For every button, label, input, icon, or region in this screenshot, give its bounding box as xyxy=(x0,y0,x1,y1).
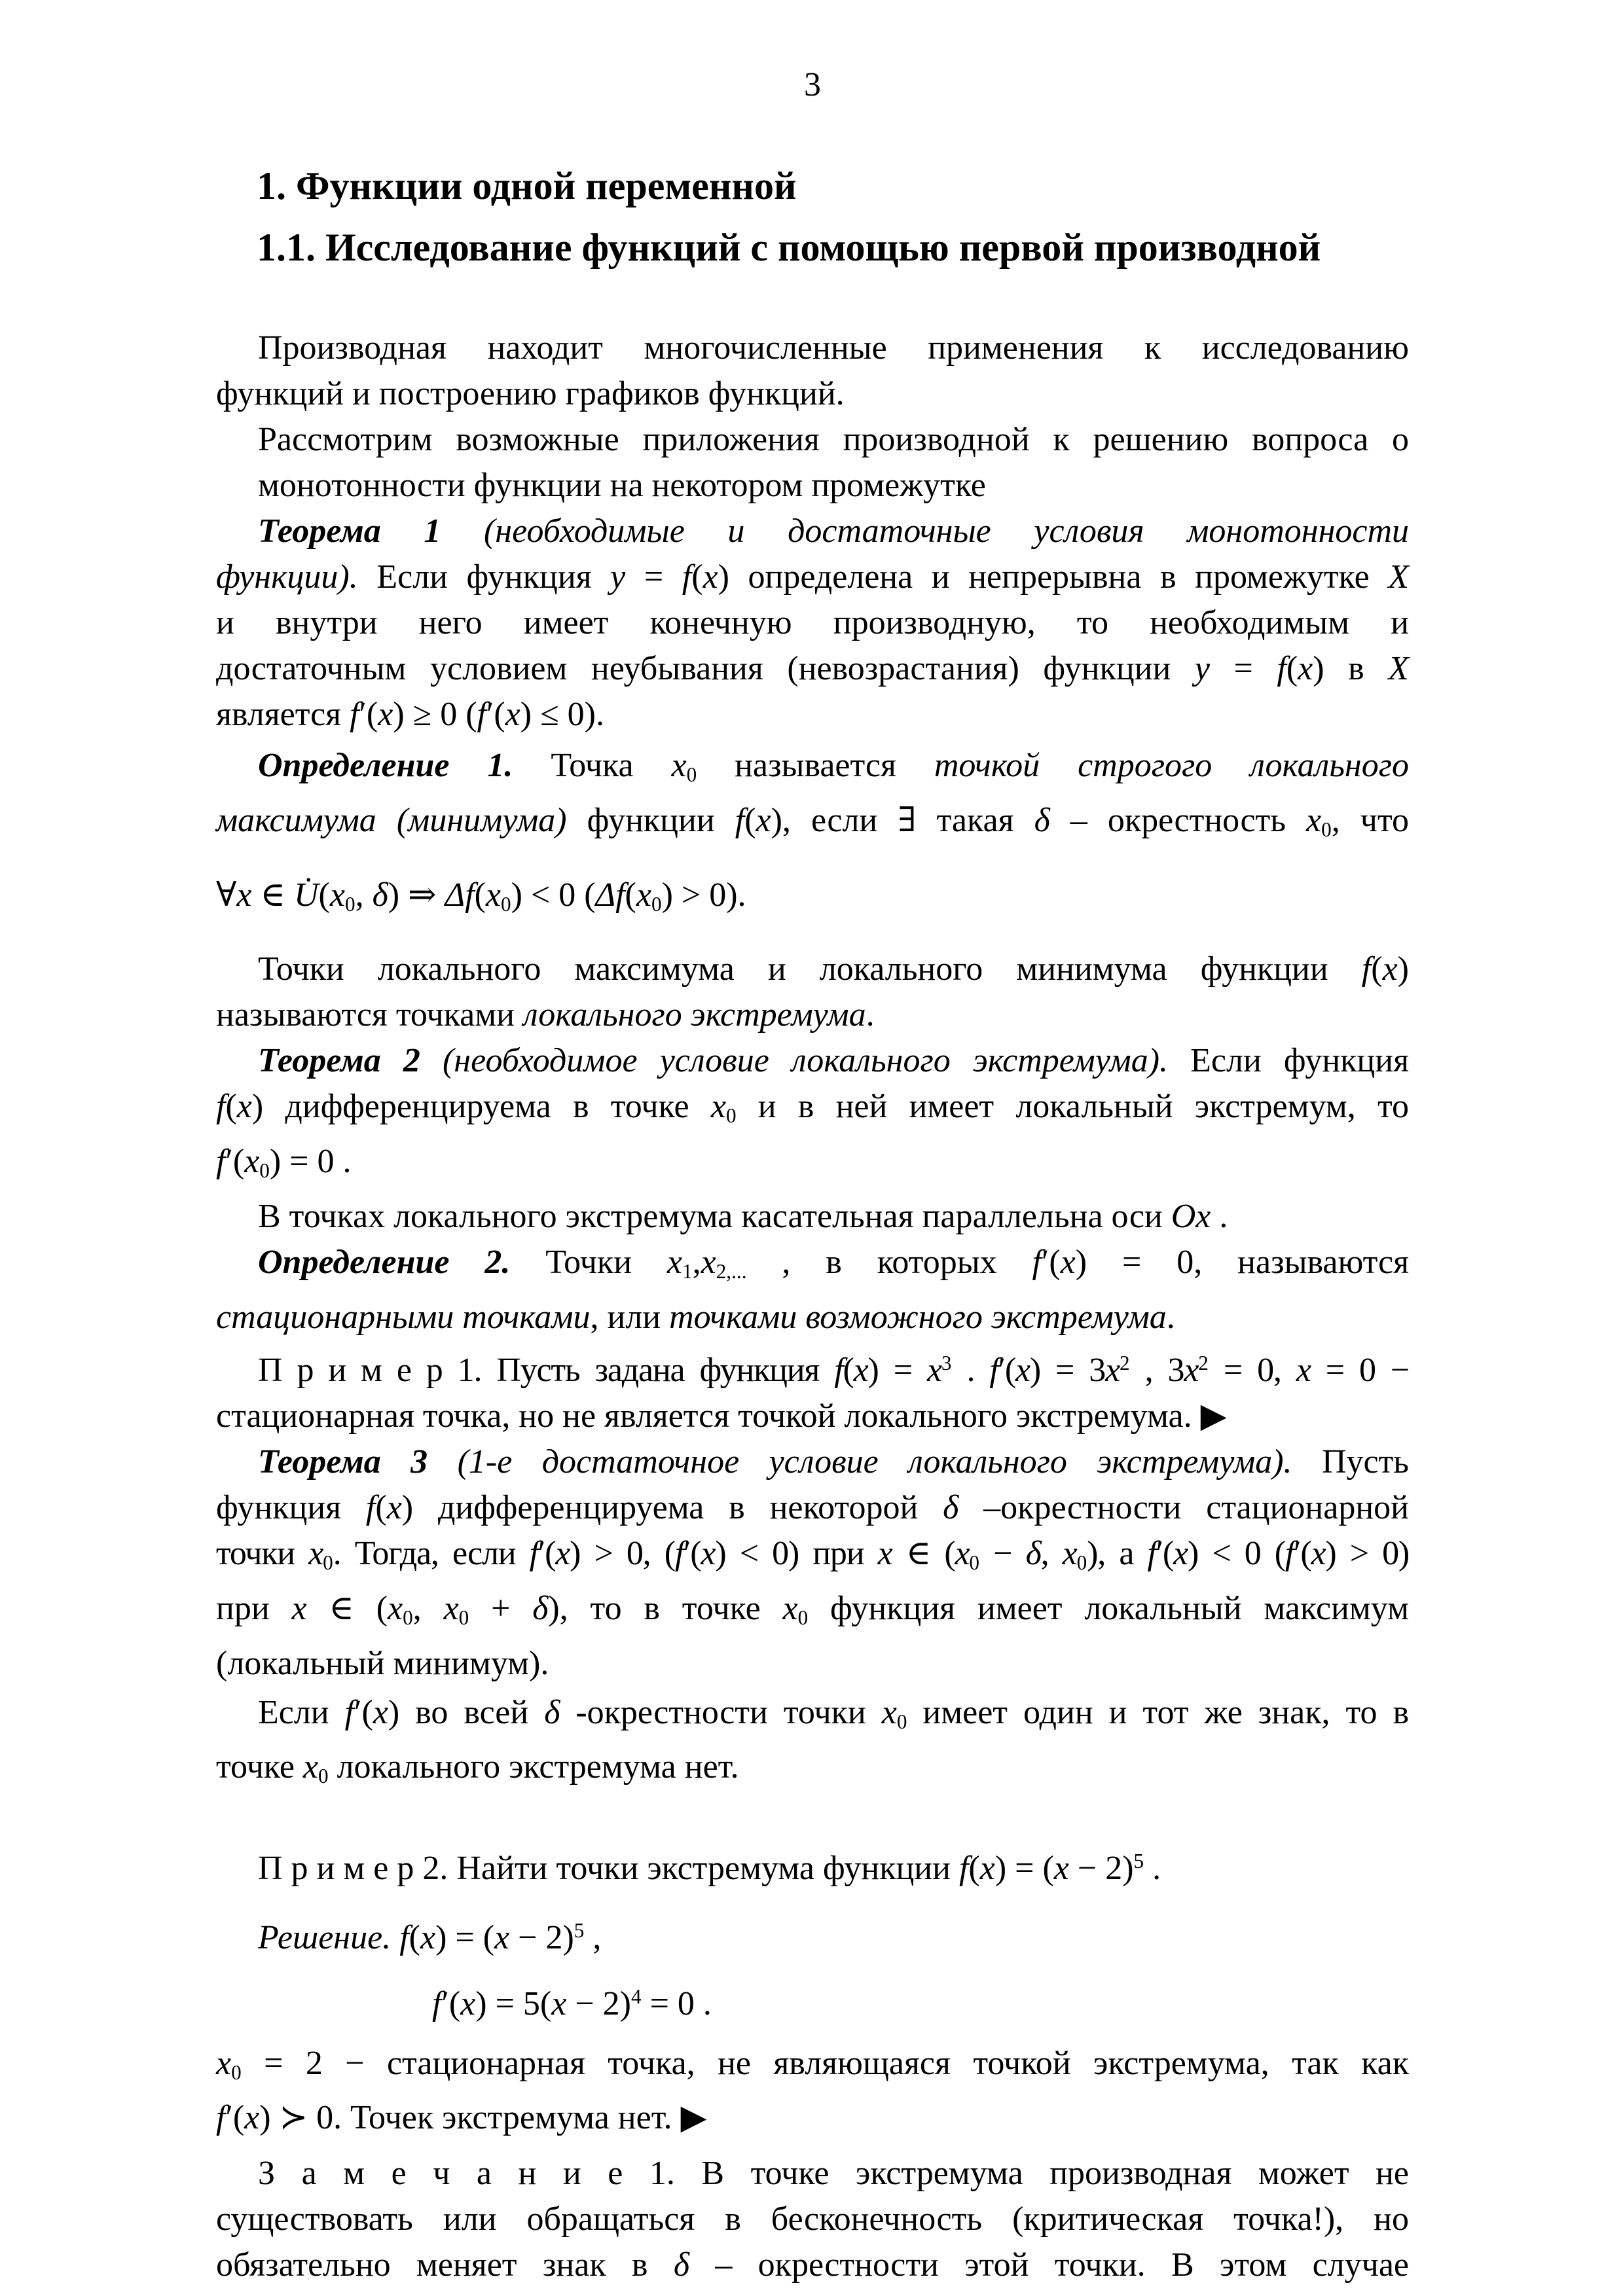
text-line xyxy=(216,554,1409,600)
text-run: ) = 0, называются xyxy=(1075,1243,1409,1281)
text-run: . xyxy=(951,1351,990,1389)
text-run: . xyxy=(1166,1298,1175,1336)
text-run: y xyxy=(1194,650,1210,687)
text-run: Если xyxy=(258,1693,345,1731)
text-run: 0 xyxy=(896,1710,907,1733)
text-run: ′( xyxy=(225,1143,245,1181)
text-run: ) = 3 xyxy=(1029,1351,1106,1389)
text-run: 0 xyxy=(969,1551,979,1574)
text-run: f xyxy=(1032,1243,1042,1281)
text-run: f xyxy=(216,1143,226,1181)
text-run: ′( xyxy=(1042,1243,1061,1281)
text-run: ) ≥ 0 ( xyxy=(393,696,477,733)
text-run: = xyxy=(1209,650,1277,687)
text-run: x xyxy=(485,876,501,914)
text-line xyxy=(216,1139,1409,1194)
text-run: ) ≻ 0. Точек экстремума нет. ▶ xyxy=(259,2099,707,2137)
page-number: 3 xyxy=(804,66,821,103)
text-run: = 0 . xyxy=(641,1985,712,2023)
text-run: f xyxy=(834,1351,843,1389)
text-run: 0 xyxy=(1321,817,1332,841)
text-run: x xyxy=(1311,1534,1326,1572)
text-run: точками возможного экстремума xyxy=(669,1298,1167,1336)
text-line xyxy=(216,1393,1409,1439)
text-run: ) = 5( xyxy=(475,1985,552,2023)
text-run: Производная находит многочисленные применения к исследованию xyxy=(258,329,1409,367)
text-run: x xyxy=(782,1589,798,1627)
text-run: x xyxy=(636,876,651,914)
text-run: Определение 2. xyxy=(258,1243,511,1281)
text-line xyxy=(216,417,1409,463)
text-run: Точки xyxy=(510,1243,667,1281)
text-line xyxy=(216,2242,1409,2288)
text-run: x xyxy=(236,876,252,914)
text-run: f xyxy=(1277,650,1286,687)
text-run: точкой строгого локального xyxy=(934,747,1409,784)
text-run: 2 xyxy=(1198,1351,1209,1374)
text-run: Рассмотрим возможные приложения производной к решению вопроса о xyxy=(258,421,1409,458)
text-run: ( xyxy=(375,1488,387,1526)
text-run: ( xyxy=(225,1088,237,1126)
text-run: ′( xyxy=(538,1534,556,1572)
text-run: , xyxy=(412,1589,444,1627)
text-run: 0 xyxy=(1076,1551,1087,1574)
text-run: f xyxy=(365,1488,376,1526)
text-run: З а м е ч а н и е 1. В точке экстремума производная может не xyxy=(258,2155,1409,2193)
text-run: x xyxy=(244,1143,260,1181)
text-run: 1 xyxy=(682,1259,693,1283)
text-run: 0 xyxy=(403,1605,413,1629)
text-run: = 0, xyxy=(1208,1351,1296,1389)
section-headings xyxy=(216,155,1409,278)
text-run: X xyxy=(1388,558,1410,596)
text-run: x xyxy=(756,801,771,839)
text-run: ) ⇒ xyxy=(388,876,445,914)
text-run: x xyxy=(701,1534,716,1572)
text-run: стационарная точка, но не является точкой локального экстремума. ▶ xyxy=(216,1397,1227,1435)
text-run: точки xyxy=(216,1534,309,1572)
text-run: ) во всей xyxy=(388,1693,545,1731)
text-run: − xyxy=(979,1534,1026,1572)
text-run: Точка xyxy=(513,747,672,784)
text-run: Если функция xyxy=(357,558,611,596)
text-run: X xyxy=(1388,650,1409,687)
text-run: , 3 xyxy=(1129,1351,1184,1389)
text-run: стационарными точками xyxy=(216,1298,591,1336)
text-run: ( xyxy=(1286,650,1298,687)
text-run: 0 xyxy=(259,1158,270,1182)
text-run: ) ≤ 0). xyxy=(520,696,604,733)
text-line xyxy=(216,1690,1409,1745)
text-run: ( xyxy=(625,876,636,914)
text-run: x xyxy=(1306,801,1322,839)
text-run: f xyxy=(989,1351,998,1389)
text-run: ) в xyxy=(1313,650,1389,687)
text-run: f xyxy=(958,1850,969,1888)
text-run: Ox xyxy=(1171,1197,1211,1235)
text-run: x xyxy=(308,1534,323,1572)
text-run xyxy=(391,1919,399,1956)
text-line xyxy=(216,1038,1409,1084)
text-run: достаточным условием неубывания (невозрастания) функции xyxy=(216,650,1195,687)
text-run: ( xyxy=(968,1850,980,1888)
text-line xyxy=(216,1586,1409,1641)
text-line xyxy=(216,798,1409,853)
text-run: В точках локального экстремума касательная параллельна оси xyxy=(258,1197,1171,1235)
text-run: f xyxy=(399,1919,409,1957)
text-run: + xyxy=(469,1589,533,1627)
text-run: (1-е достаточное условие локального экстремума). xyxy=(457,1443,1292,1480)
text-run: . xyxy=(866,996,875,1034)
body-text xyxy=(216,325,1409,2288)
text-run: 0 xyxy=(318,1765,329,1788)
text-run: Теорема 2 xyxy=(258,1042,443,1080)
text-run: ′( xyxy=(441,1985,461,2023)
text-run: при xyxy=(216,1589,292,1627)
text-run: (локальный минимум). xyxy=(216,1644,549,1682)
text-run: x xyxy=(701,1243,716,1281)
text-run: f xyxy=(350,696,359,733)
text-run: x xyxy=(216,2044,232,2082)
text-run: f xyxy=(682,558,692,596)
text-line xyxy=(216,872,1409,927)
text-run: y xyxy=(610,558,626,596)
text-run: ) > 0, ( xyxy=(570,1534,675,1572)
text-run: − 2) xyxy=(1068,1850,1134,1888)
text-run: x xyxy=(460,1985,476,2023)
text-run: 0 xyxy=(686,762,697,786)
text-run: x xyxy=(666,1243,683,1281)
text-run: . xyxy=(1144,1850,1161,1888)
text-run: ∀ xyxy=(216,876,237,914)
text-run: x xyxy=(302,1748,318,1786)
text-run: f xyxy=(529,1534,538,1572)
text-run: x xyxy=(1298,650,1313,687)
text-run: П р и м е р 2. Найти точки экстремума функции xyxy=(258,1850,959,1888)
text-run: U̇ xyxy=(293,876,319,914)
text-run: является xyxy=(216,696,350,733)
text-line xyxy=(216,1340,1409,1393)
text-run: называется xyxy=(697,747,934,784)
text-run: δ xyxy=(372,876,388,914)
text-run: x xyxy=(881,1693,897,1731)
text-run: ) определена и непрерывна в промежутке xyxy=(718,558,1389,596)
text-run: x xyxy=(1062,1534,1077,1572)
text-run: 3 xyxy=(941,1351,952,1374)
text-run: . xyxy=(1211,1197,1228,1235)
text-run: ) < 0 ( xyxy=(1187,1534,1285,1572)
text-line xyxy=(216,1439,1409,1485)
text-run: x xyxy=(1296,1351,1311,1389)
text-run: ′( xyxy=(684,1534,701,1572)
text-run: x xyxy=(710,1088,726,1126)
text-run: x xyxy=(877,1534,892,1572)
text-run: (необходимые и достаточные условия монотонности xyxy=(483,512,1409,550)
text-run: − 2) xyxy=(509,1919,574,1957)
text-run: Δf xyxy=(595,876,625,914)
text-run: существовать или обращаться в бесконечность (критическая точка!), но xyxy=(216,2200,1409,2238)
text-run: Если функция xyxy=(1168,1042,1409,1080)
text-run: Определение 1. xyxy=(258,747,513,784)
text-run: δ xyxy=(943,1488,959,1526)
text-run: Точки локального максимума и локального минимума функции xyxy=(258,950,1362,988)
section-heading-1-1: 1.1. Исследование функций с помощью первой производной xyxy=(257,226,1321,269)
text-run: ) > 0) xyxy=(1325,1534,1410,1572)
text-run: ∈ xyxy=(251,876,294,914)
text-line xyxy=(216,463,1409,509)
text-run: x xyxy=(979,1850,995,1888)
text-run: ( xyxy=(744,801,756,839)
text-run: ) < 0) при xyxy=(715,1534,878,1572)
text-run: , xyxy=(692,1243,701,1281)
text-line xyxy=(216,509,1409,554)
text-run: – окрестность xyxy=(1049,801,1307,839)
text-run: ) = ( xyxy=(994,1850,1054,1888)
text-run: x xyxy=(702,558,718,596)
text-run: 0 xyxy=(725,1104,737,1128)
text-run: , xyxy=(355,876,373,914)
text-run: x xyxy=(494,1919,510,1957)
text-run: 5 xyxy=(574,1919,585,1943)
text-run: Δf xyxy=(445,876,475,914)
text-run: x xyxy=(420,1919,436,1957)
text-run: x xyxy=(373,1693,388,1731)
text-run: ) = 0 . xyxy=(269,1143,352,1181)
text-run: x xyxy=(555,1534,570,1572)
text-run: f xyxy=(674,1534,684,1572)
text-run: , в которых xyxy=(746,1243,1032,1281)
text-run: x xyxy=(1015,1351,1030,1389)
text-run: 0 xyxy=(651,892,662,916)
text-run: x xyxy=(671,747,687,784)
text-run: f xyxy=(735,801,745,839)
text-run: ) = ( xyxy=(435,1919,495,1957)
text-run: . Тогда, если xyxy=(333,1534,530,1572)
text-run: Теорема 3 xyxy=(258,1443,458,1480)
text-run: функции xyxy=(566,801,735,839)
text-run: x xyxy=(551,1985,567,2023)
text-run: ′( xyxy=(998,1351,1015,1389)
text-run: x xyxy=(1173,1534,1188,1572)
text-run: ( xyxy=(843,1351,854,1389)
text-run: -окрестности точки xyxy=(560,1693,882,1731)
text-line xyxy=(216,1839,1409,1892)
text-run: ( xyxy=(474,876,486,914)
text-run: x xyxy=(926,1351,941,1389)
text-run: x xyxy=(386,1488,402,1526)
text-run: x xyxy=(1382,950,1398,988)
text-line xyxy=(216,325,1409,371)
text-run: П р и м е р 1. Пусть задана функция xyxy=(258,1351,835,1389)
text-run: , xyxy=(584,1919,602,1957)
text-run: f xyxy=(432,1985,442,2023)
text-run: 0 xyxy=(797,1605,809,1629)
text-run: , или xyxy=(590,1298,670,1336)
text-run: x xyxy=(388,1589,403,1627)
text-run: x xyxy=(443,1589,459,1627)
text-run: 2 xyxy=(1119,1351,1130,1374)
text-run: x xyxy=(853,1351,868,1389)
text-run: 0 xyxy=(231,2060,242,2084)
text-run: = xyxy=(625,558,682,596)
text-run: и внутри него имеет конечную производную, то необходимым и xyxy=(216,604,1409,641)
text-line xyxy=(216,1194,1409,1240)
text-run: ( xyxy=(691,558,703,596)
text-run: x xyxy=(1105,1351,1120,1389)
text-run: 0 xyxy=(458,1605,469,1629)
text-run: δ xyxy=(1034,801,1050,839)
text-run: ′( xyxy=(1156,1534,1174,1572)
text-run: Теорема 1 xyxy=(258,512,484,550)
text-run: 5 xyxy=(1133,1850,1144,1873)
text-run: имеет один и тот же знак, то в xyxy=(907,1693,1410,1731)
text-line xyxy=(216,1974,1409,2027)
text-run: x xyxy=(291,1589,307,1627)
text-run: локального экстремума нет. xyxy=(328,1748,739,1786)
text-run: точке xyxy=(216,1748,303,1786)
text-run: f xyxy=(1361,950,1372,988)
text-run: обязательно меняет знак в xyxy=(216,2246,674,2284)
text-line xyxy=(216,992,1409,1038)
text-run: функции). xyxy=(216,558,358,596)
text-run: – окрестности этой точки. В этом случае xyxy=(689,2246,1409,2284)
text-run: ( xyxy=(1371,950,1383,988)
text-line xyxy=(216,646,1409,692)
text-run: локального экстремума xyxy=(523,996,866,1034)
text-run: ), если ∃ такая xyxy=(771,801,1034,839)
text-run: − 2) xyxy=(566,1985,631,2023)
text-run: x xyxy=(1184,1351,1199,1389)
text-run: = 2 − стационарная точка, не являющаяся точкой экстремума, так как xyxy=(241,2044,1409,2082)
text-run: ) = xyxy=(867,1351,927,1389)
text-run: δ xyxy=(544,1693,560,1731)
text-run: ), а xyxy=(1087,1534,1148,1572)
text-line xyxy=(216,1295,1409,1340)
text-run: x xyxy=(1060,1243,1076,1281)
text-run: функций и построению графиков функций. xyxy=(216,375,845,412)
text-run: ′( xyxy=(1294,1534,1311,1572)
text-run: 4 xyxy=(630,1985,642,2009)
text-run: x xyxy=(1053,1850,1069,1888)
text-run: ( xyxy=(409,1919,420,1957)
text-run: функция имеет локальный максимум xyxy=(808,1589,1410,1627)
text-run: , xyxy=(1040,1534,1063,1572)
text-line xyxy=(216,1641,1409,1687)
text-run: δ xyxy=(673,2246,689,2284)
text-run: f xyxy=(216,1088,226,1126)
text-run: Пусть xyxy=(1292,1443,1410,1480)
text-run: ) xyxy=(1397,950,1409,988)
text-run: ′( xyxy=(225,2099,245,2137)
text-run: , что xyxy=(1331,801,1409,839)
text-run: ), то в точке xyxy=(548,1589,783,1627)
text-line xyxy=(216,1084,1409,1139)
text-run: x xyxy=(505,696,520,733)
text-run: ) < 0 ( xyxy=(511,876,596,914)
text-run: ′( xyxy=(359,696,378,733)
text-run: 0 xyxy=(501,892,511,916)
text-run: ( xyxy=(318,876,330,914)
text-run: называются точками xyxy=(216,996,523,1034)
text-run: –окрестности стационарной xyxy=(958,1488,1409,1526)
text-run: x xyxy=(955,1534,970,1572)
text-run: Решение. xyxy=(258,1919,392,1957)
text-run: x xyxy=(244,2099,260,2137)
text-run: f xyxy=(1147,1534,1156,1572)
text-run: максимума (минимума) xyxy=(216,801,567,839)
text-run: δ xyxy=(1025,1534,1041,1572)
text-line xyxy=(216,2151,1409,2197)
text-line xyxy=(216,1744,1409,1799)
text-line xyxy=(216,946,1409,992)
text-line xyxy=(216,371,1409,417)
text-line xyxy=(216,1531,1409,1586)
text-run: 0 xyxy=(323,1551,333,1574)
text-line xyxy=(216,600,1409,646)
text-run: (необходимое условие локального экстремума). xyxy=(442,1042,1169,1080)
text-line xyxy=(216,692,1409,738)
text-run: функция xyxy=(216,1488,366,1526)
text-line xyxy=(216,2197,1409,2242)
text-run: x xyxy=(329,876,345,914)
text-run: f xyxy=(1285,1534,1294,1572)
text-run: = 0 − xyxy=(1310,1351,1410,1389)
text-line xyxy=(216,2041,1409,2096)
text-run: x xyxy=(378,696,393,733)
text-run: 2,... xyxy=(716,1259,747,1283)
text-run: ′( xyxy=(354,1693,373,1731)
text-line xyxy=(216,1240,1409,1295)
text-run: монотонности функции на некотором промежутке xyxy=(258,467,986,504)
text-run: ) > 0). xyxy=(661,876,746,914)
text-run: f xyxy=(477,696,486,733)
text-run: ∈ ( xyxy=(306,1589,388,1627)
text-line xyxy=(216,743,1409,798)
text-line xyxy=(216,1485,1409,1531)
text-run: ′( xyxy=(486,696,505,733)
text-run: 0 xyxy=(344,892,356,916)
text-run: ∈ ( xyxy=(892,1534,955,1572)
text-run: f xyxy=(344,1693,355,1731)
text-run: δ xyxy=(532,1589,549,1627)
text-block xyxy=(216,62,1409,2288)
text-line xyxy=(216,2095,1409,2141)
text-run: и в ней имеет локальный экстремум, то xyxy=(736,1088,1409,1126)
text-run: ) дифференцируема в точке xyxy=(251,1088,711,1126)
text-run: x xyxy=(236,1088,252,1126)
section-heading-1: 1. Функции одной переменной xyxy=(257,164,797,207)
text-run: f xyxy=(216,2099,226,2137)
text-run: ) дифференцируема в некоторой xyxy=(401,1488,943,1526)
text-line xyxy=(216,1908,1409,1961)
